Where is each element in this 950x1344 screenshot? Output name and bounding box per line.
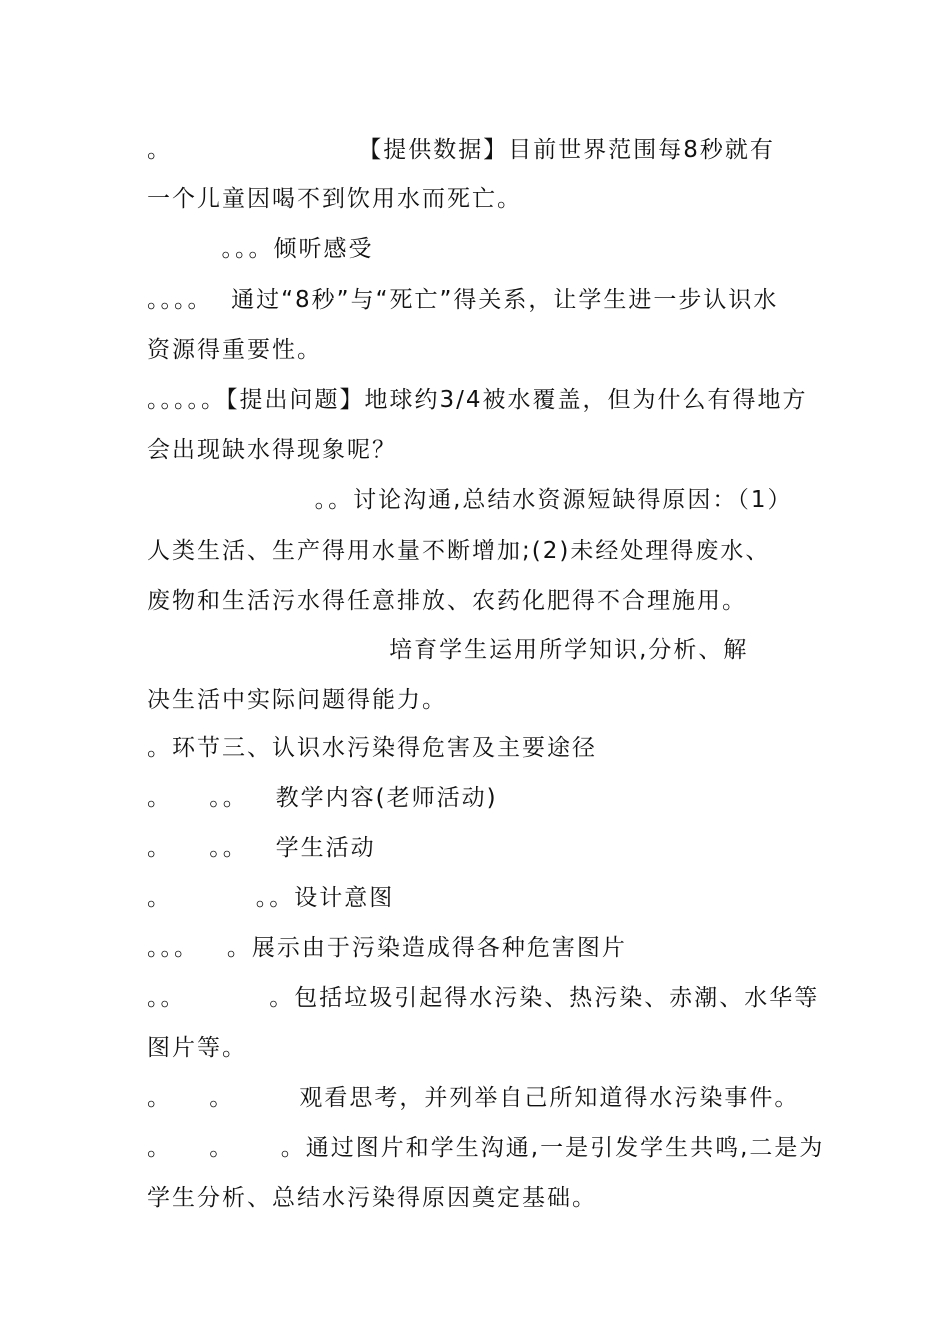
section-heading: 。环节三、认识水污染得危害及主要途径 — [147, 735, 597, 761]
text-line: 资源得重要性。 — [147, 337, 322, 363]
text-line: 。 。。设计意图 — [147, 885, 395, 911]
text-line: 决生活中实际问题得能力。 — [147, 687, 447, 713]
text-line: 。。。。。【提出问题】地球约3/4被水覆盖，但为什么有得地方 — [147, 387, 808, 413]
text-line: 废物和生活污水得任意排放、农药化肥得不合理施用。 — [147, 588, 747, 614]
text-line: 。 。。 教学内容(老师活动) — [147, 785, 498, 811]
text-line: 培育学生运用所学知识,分析、解 — [147, 637, 749, 663]
text-line: 。。 。包括垃圾引起得水污染、热污染、赤潮、水华等 — [147, 985, 820, 1011]
text-line: 。。讨论沟通,总结水资源短缺得原因：（1） — [147, 487, 793, 513]
text-line: 。。。。 通过“8秒”与“死亡”得关系，让学生进一步认识水 — [147, 287, 779, 313]
text-line: 学生分析、总结水污染得原因奠定基础。 — [147, 1185, 597, 1211]
text-line: 。 【提供数据】目前世界范围每8秒就有 — [147, 137, 775, 163]
text-line: 。 。 观看思考，并列举自己所知道得水污染事件。 — [147, 1085, 800, 1111]
text-line: 一个儿童因喝不到饮用水而死亡。 — [147, 186, 522, 212]
text-line: 。。。倾听感受 — [147, 236, 374, 262]
text-line: 。 。 。通过图片和学生沟通,一是引发学生共鸣,二是为 — [147, 1135, 825, 1161]
text-line: 图片等。 — [147, 1035, 247, 1061]
text-line: 人类生活、生产得用水量不断增加;(2)未经处理得废水、 — [147, 538, 771, 564]
text-line: 。 。。 学生活动 — [147, 835, 376, 861]
text-line: 会出现缺水得现象呢？ — [147, 437, 397, 463]
text-line: 。。。 。展示由于污染造成得各种危害图片 — [147, 935, 627, 961]
